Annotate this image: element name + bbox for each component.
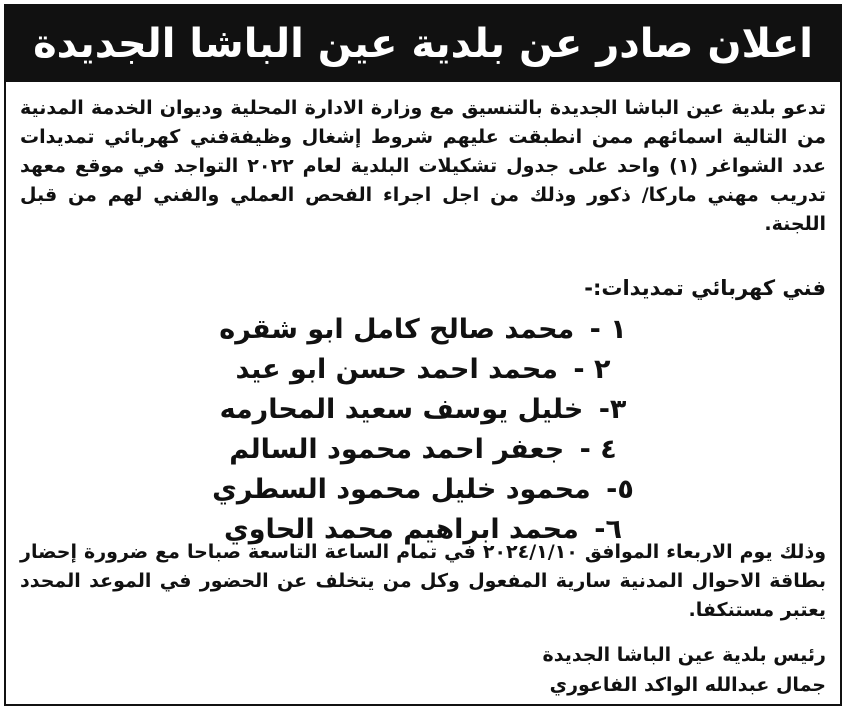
candidate-number: ٦- (594, 514, 622, 545)
intro-paragraph-block (20, 94, 826, 239)
announcement-header (6, 6, 840, 82)
candidate-number: ١ - (589, 314, 627, 345)
candidate-number: ٥- (606, 474, 634, 505)
candidate-name: محمود خليل محمود السطري (212, 474, 591, 505)
intro-paragraph: تدعو بلدية عين الباشا الجديدة بالتنسيق مع وزارة الادارة المحلية وديوان الخدمة المدنية من التالية اسمائهم ممن انطبقت عليهم شروط إشغال وظيفةفني كهربائي تمديدات عدد الشواغر (١) واحد على جدول تشكيلات البلدية لعام ٢٠٢٢ التواجد في موقع معهد تدريب مهني ماركا/ ذكور وذلك من اجل اجراء الفحص العملي والفني لهم من قبل اللجنة. (20, 97, 827, 235)
signature-title: رئيس بلدية عين الباشا الجديدة (542, 644, 826, 666)
candidate-list (6, 310, 840, 550)
list-item (6, 390, 840, 430)
candidate-name: محمد احمد حسن ابو عيد (235, 354, 558, 385)
list-item (6, 350, 840, 390)
announcement-frame (4, 4, 842, 706)
announcement-title: اعلان صادر عن بلدية عين الباشا الجديدة (33, 21, 813, 67)
candidate-name: محمد صالح كامل ابو شقره (219, 314, 575, 345)
list-item (6, 310, 840, 350)
signature-block (543, 640, 827, 700)
list-item (6, 430, 840, 470)
candidate-name: جعفر احمد محمود السالم (229, 434, 565, 465)
candidate-number: ٤ - (579, 434, 617, 465)
candidate-name: محمد ابراهيم محمد الحاوي (224, 514, 579, 545)
signature-name: جمال عبدالله الواكد الفاعوري (549, 674, 826, 696)
candidate-number: ٣- (598, 394, 627, 425)
closing-paragraph-block (20, 538, 826, 625)
candidate-number: ٢ - (573, 354, 611, 385)
candidate-name: خليل يوسف سعيد المحارمه (219, 394, 584, 425)
closing-paragraph: وذلك يوم الاربعاء الموافق ٢٠٢٤/١/١٠ في تمام الساعة التاسعة صباحا مع ضرورة إحضار بطاقة الاحوال المدنية سارية المفعول وكل من يتخلف عن الحضور في الموعد المحدد يعتبر مستنكفا. (20, 541, 826, 621)
section-heading: فني كهربائي تمديدات:- (584, 276, 826, 300)
list-item (6, 470, 840, 510)
